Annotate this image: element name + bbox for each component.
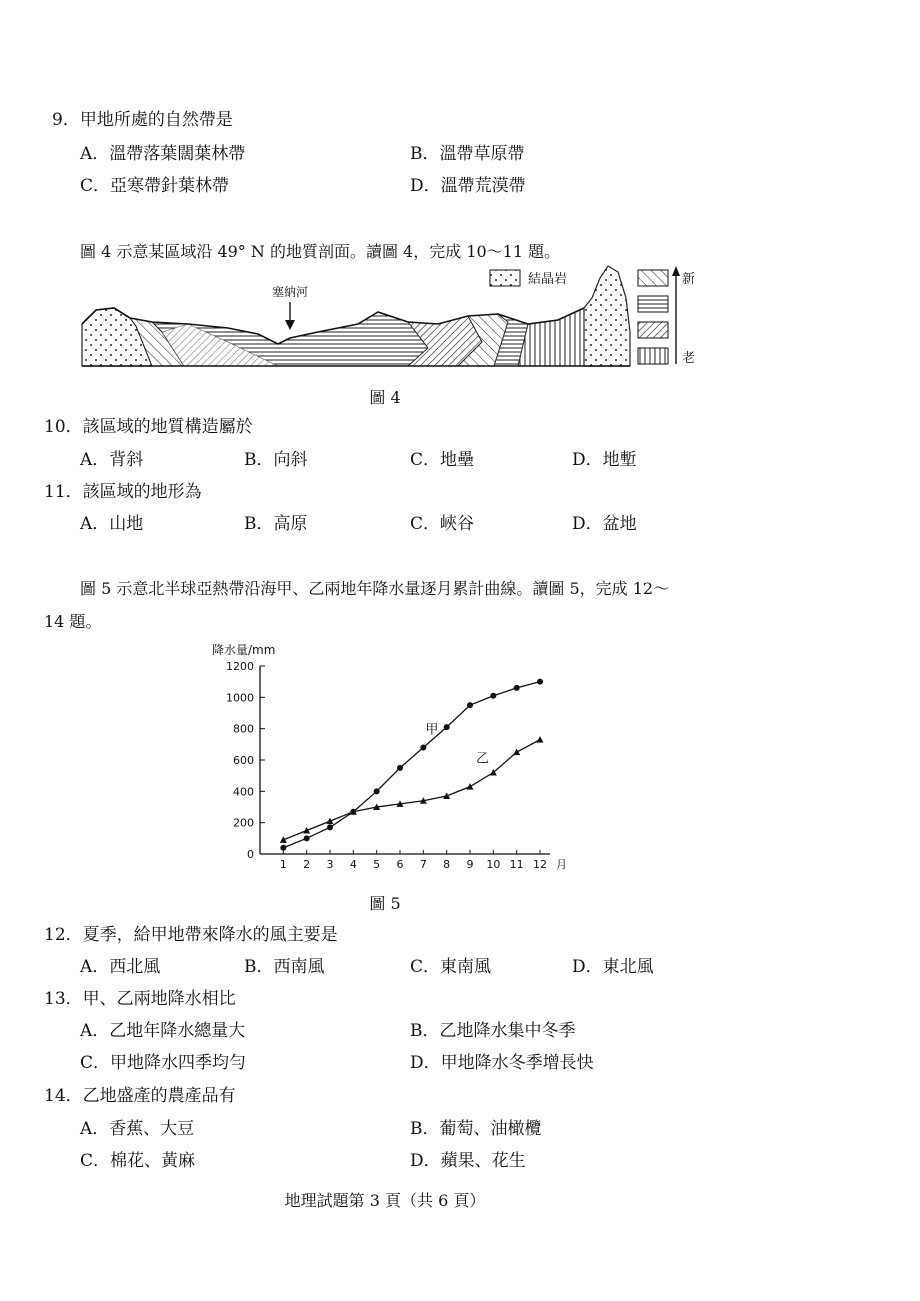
q9-option-d[interactable]: D．溫帶荒漠帶: [410, 176, 526, 196]
q12-option-a[interactable]: A．西北風: [80, 957, 161, 977]
x-tick-label: 6: [396, 858, 404, 871]
question-11-stem: 11．該區域的地形為: [44, 482, 202, 502]
question-9-stem: 9．甲地所處的自然帶是: [52, 110, 233, 130]
q11-option-d[interactable]: D．盆地: [572, 514, 637, 534]
data-point: [374, 788, 380, 794]
q10-option-a[interactable]: A．背斜: [80, 450, 144, 470]
chart-ticks: [226, 660, 567, 871]
q14-option-c[interactable]: C．棉花、黃麻: [80, 1151, 196, 1171]
q11-option-c[interactable]: C．峽谷: [410, 514, 475, 534]
data-point: [467, 702, 473, 708]
figure-4-geologic-section: [78, 262, 710, 374]
q10-option-d[interactable]: D．地塹: [572, 450, 637, 470]
series-label-1: 甲: [425, 722, 439, 738]
question-13-stem: 13．甲、乙兩地降水相比: [44, 989, 236, 1009]
legend-layer-4: [638, 348, 668, 364]
figure-5-precipitation-chart: [200, 636, 580, 880]
question-14-stem: 14．乙地盛產的農產品有: [44, 1086, 236, 1106]
q9-option-c[interactable]: C．亞寒帶針葉林帶: [80, 176, 230, 196]
legend-layer-3: [638, 322, 668, 338]
data-point: [490, 693, 496, 699]
q13-option-c[interactable]: C．甲地降水四季均勻: [80, 1053, 247, 1073]
data-point: [537, 736, 544, 743]
legend-new-label: 新: [682, 272, 696, 287]
q9-option-b[interactable]: B．溫帶草原帶: [410, 144, 525, 164]
x-tick-label: 9: [466, 858, 474, 871]
q12-option-b[interactable]: B．西南風: [244, 957, 325, 977]
question-10-stem: 10．該區域的地質構造屬於: [44, 417, 253, 437]
q9-option-a[interactable]: A．溫帶落葉闊葉林帶: [80, 144, 246, 164]
x-tick-label: 11: [509, 858, 524, 871]
chart-ylabel: 降水量/mm: [212, 643, 276, 657]
figure-4-intro: 圖 4 示意某區域沿 49° N 的地質剖面。讀圖 4，完成 10～11 題。: [80, 242, 561, 261]
x-tick-label: 7: [419, 858, 427, 871]
figure-5-caption: 圖 5: [369, 894, 401, 913]
q13-option-b[interactable]: B．乙地降水集中冬季: [410, 1021, 576, 1041]
x-unit-label: 月: [556, 858, 567, 871]
x-tick-label: 12: [533, 858, 547, 871]
y-tick-label: 600: [233, 754, 254, 767]
series-line-2: [283, 740, 540, 840]
data-point: [513, 749, 520, 756]
data-point: [304, 835, 310, 841]
legend-crystalline-label: 結晶岩: [528, 272, 568, 287]
figure-5-intro-line2: 14 題。: [44, 612, 102, 631]
q10-option-c[interactable]: C．地壘: [410, 450, 475, 470]
q12-option-d[interactable]: D．東北風: [572, 957, 654, 977]
q14-option-d[interactable]: D．蘋果、花生: [410, 1151, 526, 1171]
y-tick-label: 800: [233, 722, 254, 736]
page-footer: 地理試題第 3 頁（共 6 頁）: [284, 1191, 486, 1210]
data-point: [303, 827, 310, 834]
q13-option-d[interactable]: D．甲地降水冬季增長快: [410, 1053, 594, 1073]
y-tick-label: 0: [247, 848, 254, 861]
data-point: [280, 845, 286, 851]
x-tick-label: 3: [326, 858, 334, 871]
x-tick-label: 2: [303, 858, 311, 871]
q13-option-a[interactable]: A．乙地年降水總量大: [80, 1021, 246, 1041]
x-tick-label: 10: [486, 858, 501, 871]
data-point: [467, 783, 474, 790]
chart-axes: [260, 666, 550, 854]
data-point: [514, 685, 520, 691]
q14-option-a[interactable]: A．香蕉、大豆: [80, 1119, 195, 1139]
data-point: [280, 836, 287, 843]
chart-series: [280, 679, 544, 851]
oldest-layer-block: [518, 308, 584, 366]
legend-layer-1: [638, 270, 668, 286]
q14-option-b[interactable]: B．葡萄、油橄欖: [410, 1119, 542, 1139]
data-point: [397, 765, 403, 771]
x-tick-label: 5: [373, 858, 381, 871]
data-point: [420, 744, 426, 750]
figure-5-intro-line1: 圖 5 示意北半球亞熱帶沿海甲、乙兩地年降水量逐月累計曲線。讀圖 5，完成 12～: [80, 579, 670, 598]
data-point: [327, 824, 333, 830]
river-label: 塞納河: [271, 285, 309, 299]
legend-old-label: 老: [682, 351, 696, 366]
q12-option-c[interactable]: C．東南風: [410, 957, 492, 977]
legend-layer-2: [638, 296, 668, 312]
y-tick-label: 1200: [226, 660, 254, 673]
x-tick-label: 8: [443, 858, 451, 871]
figure-4-caption: 圖 4: [369, 388, 401, 407]
data-point: [444, 724, 450, 730]
data-point: [443, 793, 450, 800]
crystalline-right: [584, 266, 630, 366]
data-point: [327, 818, 334, 825]
y-tick-label: 200: [233, 816, 254, 830]
question-12-stem: 12．夏季，給甲地帶來降水的風主要是: [44, 925, 338, 945]
legend-crystalline-swatch: [490, 270, 520, 286]
x-tick-label: 4: [349, 858, 357, 871]
q11-option-b[interactable]: B．高原: [244, 514, 308, 534]
x-tick-label: 1: [279, 858, 287, 871]
series-label-2: 乙: [476, 751, 490, 767]
data-point: [537, 679, 543, 685]
q10-option-b[interactable]: B．向斜: [244, 450, 308, 470]
q11-option-a[interactable]: A．山地: [80, 514, 144, 534]
y-tick-label: 400: [233, 785, 254, 799]
y-tick-label: 1000: [226, 691, 254, 705]
